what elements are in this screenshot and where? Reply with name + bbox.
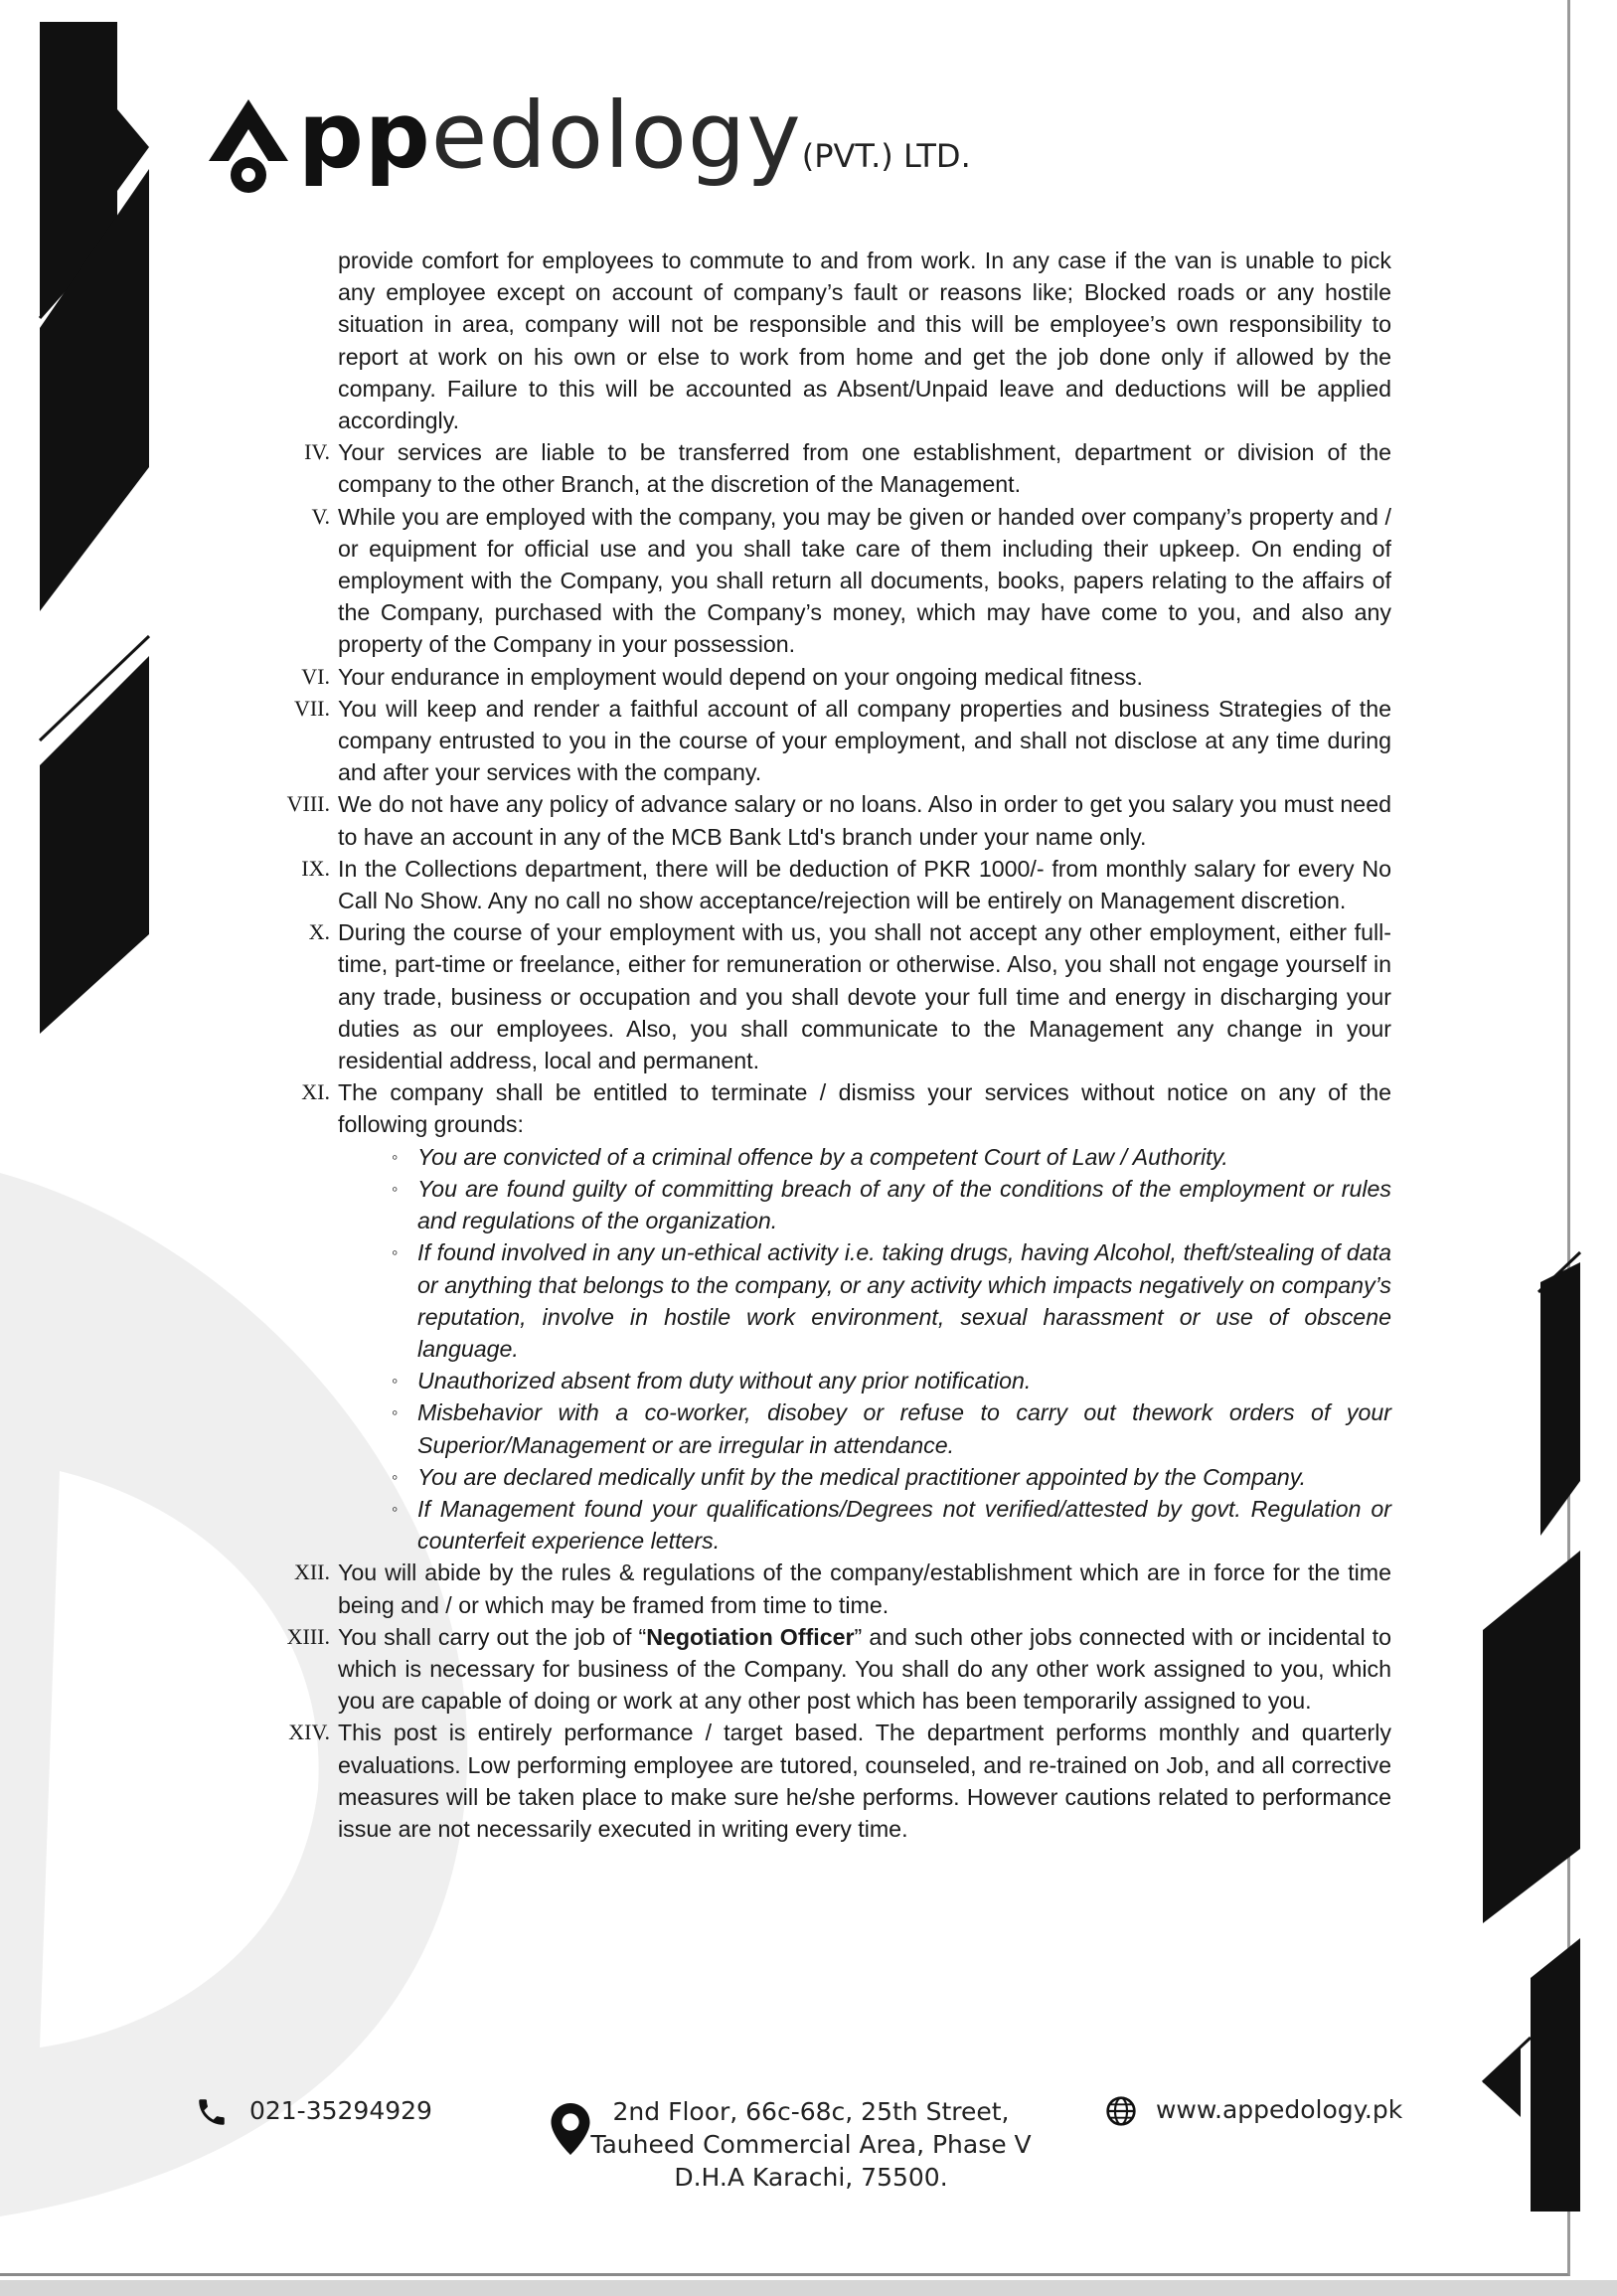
footer-website [1105, 2095, 1402, 2127]
ground-text: If Management found your qualifications/Degrees not verified/attested by govt. Regulation or counterfeit experience letters. [417, 1495, 1391, 1555]
ground-text: You are declared medically unfit by the medical practitioner appointed by the Company. [417, 1463, 1307, 1490]
right-bar-bottom [1531, 1938, 1580, 2212]
termination-ground-item [392, 1236, 1391, 1365]
logo-mark-icon [209, 99, 288, 193]
clause-text: During the course of your employment with us, you shall not accept any other employment, either full-time, part-time or freelance, either for remuneration or otherwise. Also, you shall not engage yourself in any trade, business or occupation and you shall devote your full time and energy in discharging your duties as our employees. Also, you shall communicate to the Management any change in your residential address, local and permanent. [338, 919, 1391, 1074]
clause-xiv [288, 1717, 1391, 1845]
left-bar-lower [40, 656, 149, 1034]
clause-list [286, 436, 1391, 1140]
ground-text: Misbehavior with a co-worker, disobey or refuse to carry out thework orders of your Superior/Management or are irregular in attendance. [417, 1399, 1391, 1458]
clause-item [311, 501, 1391, 661]
phone-number: 021-35294929 [248, 2095, 432, 2125]
intro-paragraph: provide comfort for employees to commute to and from work. In any case if the van is unable to pick any employee except on account of company’s fault or reasons like; Blocked roads or any hostile situation in area, company will not be responsible and this will be employee’s own responsibility to report at work on his own or else to work from home and get the job done only if allowed by the company. Failure to this will be accounted as Absent/Unpaid leave and deductions will be applied accordingly. [338, 247, 1391, 434]
hollow-bullet-icon: ◦ [392, 1498, 399, 1519]
clause-number: IV. [304, 439, 330, 465]
clause-item [301, 853, 1391, 916]
hollow-bullet-icon: ◦ [392, 1371, 399, 1392]
clause-item [308, 916, 1391, 1076]
clause-number: IX. [301, 855, 330, 881]
clause-item [293, 693, 1391, 789]
clause-number: VIII. [286, 791, 330, 817]
clause-text: This post is entirely performance / target based. The department performs monthly and quarterly evaluations. Low performing employee are tutored, counseled, and re-trained on Job, and all corrective measures will be taken place to make sure he/she performs. However cautions related to performance issue are not necessarily executed in writing every time. [338, 1720, 1391, 1842]
right-bar-top [1540, 1262, 1580, 1536]
clause-xiii [286, 1621, 1392, 1718]
clause-number: VII. [293, 695, 330, 721]
clause-text: In the Collections department, there will be deduction of PKR 1000/- from monthly salary for every No Call No Show. Any no call no show acceptance/rejection will be entirely on Management discretion. [338, 855, 1391, 914]
ground-text: Unauthorized absent from duty without any prior notification. [417, 1368, 1032, 1394]
clause-item [286, 788, 1391, 852]
termination-grounds-list [338, 1141, 1391, 1558]
clause-text: You will keep and render a faithful account of all company properties and business Strategies of the company entrusted to you in the course of your employment, and shall not disclose at any time during and after your services with the company. [338, 695, 1391, 786]
job-role-title: Negotiation Officer [646, 1623, 855, 1650]
location-pin-icon [551, 2103, 590, 2155]
footer-address [563, 2095, 1059, 2194]
right-arrow [1483, 2048, 1521, 2117]
hollow-bullet-icon: ◦ [392, 1466, 399, 1487]
clause-item [301, 661, 1391, 693]
website-url[interactable]: www.appedology.pk [1155, 2095, 1403, 2124]
clause-text: While you are employed with the company, you may be given or handed over company’s property and / or equipment for official use and you shall take care of them including their upkeep. On ending of employment with the Company, you shall return all documents, books, papers relating to the affairs of the Company, purchased with the Company’s money, which may have come to you, and also any property of the Company in your possession. [338, 503, 1391, 658]
logo-suffix: (PVT.) LTD. [801, 137, 971, 175]
clause-text: You will abide by the rules & regulations of the company/establishment which are in force for the time being and / or which may be framed from time to time. [338, 1559, 1391, 1618]
globe-icon [1105, 2095, 1137, 2127]
right-bar-middle [1483, 1551, 1580, 1923]
clause-number: XIII. [286, 1623, 330, 1649]
clause-number: XIV. [288, 1720, 330, 1745]
clause-text: Your services are liable to be transferred from one establishment, department or division of the company to the other Branch, at the discretion of the Management. [338, 439, 1391, 498]
hollow-bullet-icon: ◦ [392, 1402, 399, 1423]
logo-bold-part: pp [298, 82, 431, 189]
address-line-2: Tauheed Commercial Area, Phase V [590, 2130, 1032, 2159]
logo-wordmark [298, 82, 971, 211]
clause-text: Your endurance in employment would depend on your ongoing medical fitness. [338, 663, 1143, 690]
footer-phone [195, 2095, 432, 2129]
clause-number: XII. [293, 1559, 330, 1585]
clause-text-start: You shall carry out the job of “ [338, 1623, 647, 1650]
clause-item [304, 436, 1391, 500]
clause-text: We do not have any policy of advance salary or no loans. Also in order to get you salary you must need to have an account in any of the MCB Bank Ltd's branch under your name only. [338, 791, 1391, 850]
termination-ground-item [392, 1493, 1391, 1557]
hollow-bullet-icon: ◦ [392, 1242, 399, 1263]
ground-text: You are convicted of a criminal offence by a competent Court of Law / Authority. [417, 1143, 1228, 1170]
logo-rest-part: edology [430, 82, 802, 189]
hollow-bullet-icon: ◦ [392, 1146, 399, 1167]
clause-xii [293, 1557, 1391, 1620]
clause-item [301, 1076, 1391, 1140]
clause-text-end: ” and such other jobs connected with or incidental to which is necessary for business of the Company. You shall do any other work assigned to you, which you are capable of doing or work at any other post which has been temporarily assigned to you. [338, 1623, 1392, 1715]
phone-icon [195, 2095, 229, 2129]
termination-ground-item [392, 1173, 1391, 1236]
address-line-1: 2nd Floor, 66c-68c, 25th Street, [612, 2097, 1010, 2126]
termination-ground-item [392, 1141, 1391, 1173]
termination-ground-item [392, 1461, 1391, 1493]
clause-number: V. [311, 503, 330, 529]
ground-text: If found involved in any un-ethical activity i.e. taking drugs, having Alcohol, theft/stealing of data or anything that belongs to the company, or any activity which impacts negatively on company’s reputation, involve in hostile work environment, sexual harassment or use of obscene language. [417, 1239, 1391, 1362]
termination-ground-item [392, 1365, 1391, 1396]
termination-ground-item [392, 1396, 1391, 1460]
ground-text: You are found guilty of committing breach of any of the conditions of the employment or rules and regulations of the organization. [417, 1175, 1391, 1234]
clause-text: The company shall be entitled to terminate / dismiss your services without notice on any of the following grounds: [338, 1079, 1391, 1138]
clause-number: XI. [301, 1079, 330, 1105]
clause-number: VI. [301, 663, 330, 689]
hollow-bullet-icon: ◦ [392, 1178, 399, 1199]
address-line-3: D.H.A Karachi, 75500. [674, 2163, 948, 2192]
document-body [286, 245, 1392, 1845]
clause-number: X. [308, 919, 330, 945]
